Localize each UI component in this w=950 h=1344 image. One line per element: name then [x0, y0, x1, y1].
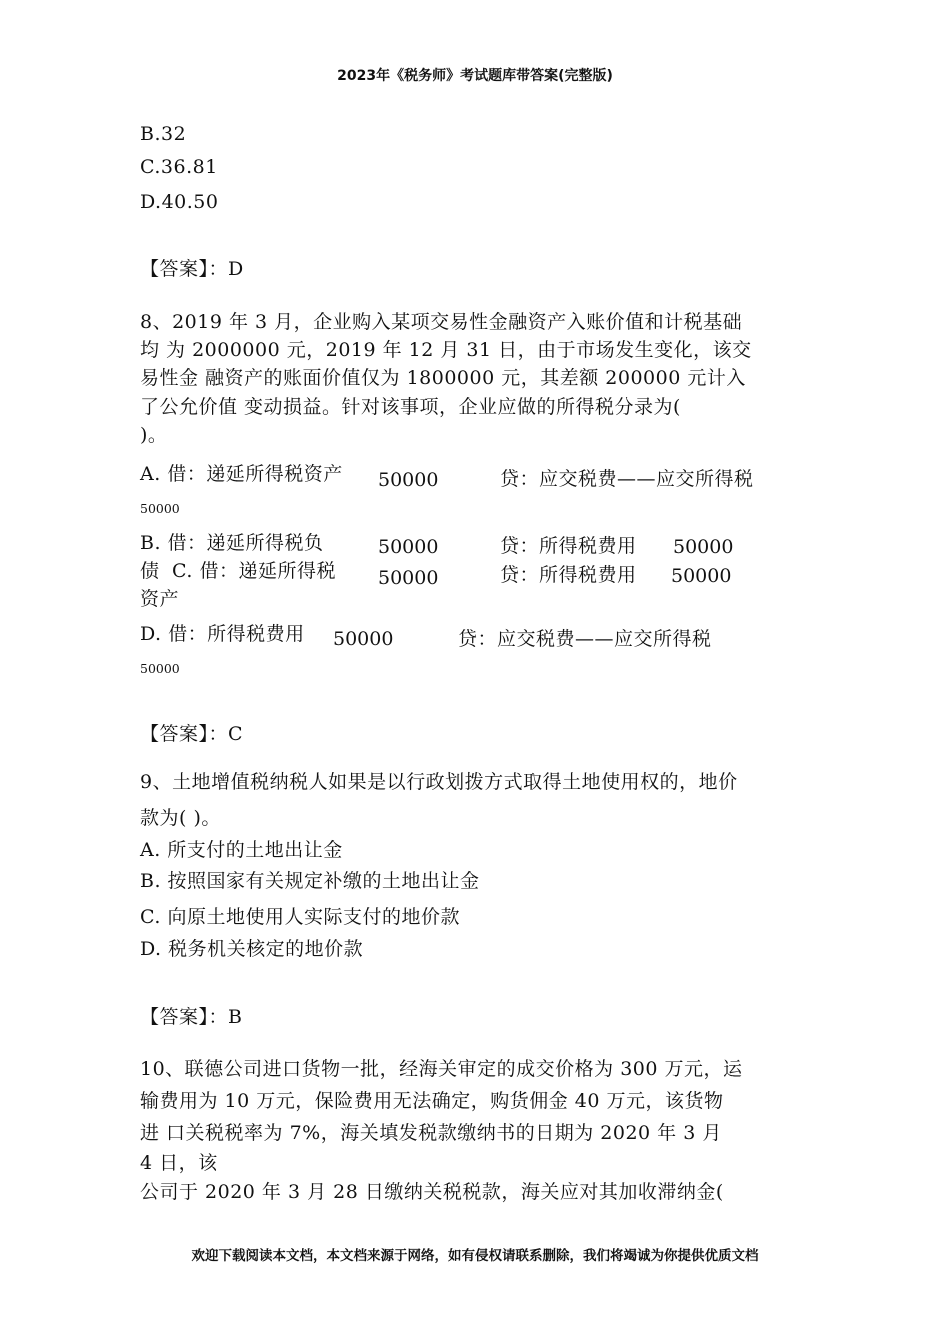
q10-stem-line: 进 口关税税率为 7%，海关填发税款缴纳书的日期为 2020 年 3 月	[140, 1122, 722, 1144]
q9-option-c: C. 向原土地使用人实际支付的地价款	[140, 906, 460, 928]
q8-answer: 【答案】：C	[140, 723, 244, 745]
q8-option-d-credit-amount: 50000	[140, 661, 180, 676]
q8-option-a-credit: 贷：应交税费——应交所得税	[500, 468, 754, 490]
q8-option-b-debit-amount: 50000	[378, 536, 439, 558]
q8-option-b-debit-wrap: 债	[140, 560, 160, 582]
page-header: 2023年《税务师》考试题库带答案(完整版)	[337, 68, 613, 84]
q10-stem-line: 公司于 2020 年 3 月 28 日缴纳关税税款，海关应对其加收滞纳金(	[140, 1181, 724, 1203]
q8-option-d-credit: 贷：应交税费——应交所得税	[458, 628, 712, 650]
q8-option-a-debit: A. 借：递延所得税资产	[140, 463, 343, 485]
q8-option-c-debit-amount: 50000	[378, 567, 439, 589]
q9-answer: 【答案】：B	[140, 1006, 243, 1028]
q8-option-d-debit-amount: 50000	[333, 628, 394, 650]
q10-stem-line: 4 日，该	[140, 1152, 218, 1174]
q7-option-d: D.40.50	[140, 191, 219, 213]
q8-stem-line: )。	[140, 424, 168, 446]
q7-answer: 【答案】：D	[140, 258, 244, 280]
q9-option-b: B. 按照国家有关规定补缴的土地出让金	[140, 870, 480, 892]
q9-stem-line: 款为( )。	[140, 807, 221, 829]
q8-option-b-debit: B. 借：递延所得税负	[140, 532, 324, 554]
q8-option-c-credit: 贷：所得税费用	[500, 564, 637, 586]
q9-stem-line: 9、土地增值税纳税人如果是以行政划拨方式取得土地使用权的，地价	[140, 771, 738, 793]
q8-option-c-debit: C. 借：递延所得税	[172, 560, 336, 582]
q8-option-b-credit-amount: 50000	[673, 536, 734, 558]
q10-stem-line: 输费用为 10 万元，保险费用无法确定，购货佣金 40 万元，该货物	[140, 1090, 724, 1112]
q8-stem-line: 8、2019 年 3 月，企业购入某项交易性金融资产入账价值和计税基础	[140, 311, 743, 333]
q8-stem-line: 均 为 2000000 元，2019 年 12 月 31 日，由于市场发生变化，该交	[140, 339, 752, 361]
page-footer: 欢迎下载阅读本文档，本文档来源于网络，如有侵权请联系删除，我们将竭诚为你提供优质文档	[191, 1248, 759, 1264]
q8-stem-line: 易性金 融资产的账面价值仅为 1800000 元，其差额 200000 元计入	[140, 367, 746, 389]
q8-option-c-debit-wrap: 资产	[140, 588, 180, 610]
q8-option-b-credit: 贷：所得税费用	[500, 535, 637, 557]
q7-option-b: B.32	[140, 123, 187, 145]
q8-option-d-debit: D. 借：所得税费用	[140, 623, 305, 645]
q9-option-d: D. 税务机关核定的地价款	[140, 938, 364, 960]
q8-option-a-credit-amount: 50000	[140, 501, 180, 516]
q7-option-c: C.36.81	[140, 156, 218, 178]
q8-stem-line: 了公允价值 变动损益。针对该事项，企业应做的所得税分录为(	[140, 396, 681, 418]
q10-stem-line: 10、联德公司进口货物一批，经海关审定的成交价格为 300 万元，运	[140, 1058, 743, 1080]
q8-option-a-debit-amount: 50000	[378, 469, 439, 491]
q9-option-a: A. 所支付的土地出让金	[140, 839, 343, 861]
q8-option-c-credit-amount: 50000	[671, 565, 732, 587]
